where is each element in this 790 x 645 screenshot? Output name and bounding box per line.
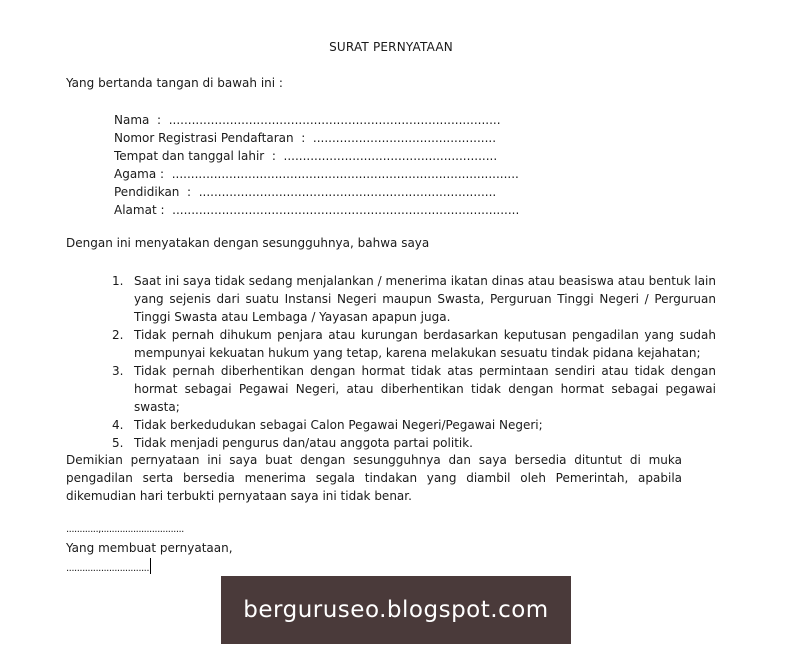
field-label: Pendidikan — [114, 185, 180, 199]
field-label: Nomor Registrasi Pendaftaran — [114, 131, 294, 145]
field-separator: : — [156, 203, 173, 217]
place-date-blank: ............,............................... — [66, 524, 184, 535]
list-item-text: Tidak pernah dihukum penjara atau kurungan berdasarkan keputusan pengadilan yang sudah mempunyai kekuatan hukum yang tetap, karena melakukan sesuatu tindak pidana kejahatan; — [134, 328, 716, 360]
list-item-number: 2. — [112, 328, 124, 342]
text-cursor — [150, 558, 151, 574]
intro-text: Yang bertanda tangan di bawah ini : — [66, 76, 283, 90]
identity-fields — [114, 111, 519, 219]
field-agama — [114, 165, 519, 183]
list-item — [112, 416, 716, 434]
signature-blank: ............................... — [66, 563, 150, 574]
list-item-number: 4. — [112, 418, 124, 432]
field-alamat — [114, 201, 519, 219]
list-item-number: 5. — [112, 436, 124, 450]
field-separator: : — [264, 149, 284, 163]
field-blank: ........................................................................................... — [171, 167, 519, 181]
field-tempat-tanggal-lahir — [114, 147, 519, 165]
field-label: Agama — [114, 167, 157, 181]
list-item — [112, 272, 716, 326]
signature-line[interactable] — [66, 558, 151, 574]
field-label: Tempat dan tanggal lahir — [114, 149, 265, 163]
field-blank: ........................................................ — [283, 149, 498, 163]
field-nomor-registrasi — [114, 129, 519, 147]
list-item — [112, 326, 716, 362]
field-blank: ................................................ — [312, 131, 497, 145]
field-label: Nama — [114, 113, 150, 127]
field-separator: : — [149, 113, 169, 127]
list-item-number: 3. — [112, 364, 124, 378]
field-label: Alamat — [114, 203, 157, 217]
list-item-text: Saat ini saya tidak sedang menjalankan / menerima ikatan dinas atau beasiswa atau bentuk lain yang sejenis dari suatu Instansi Negeri maupun Swasta, Perguruan Tinggi Negeri / Perguruan Tinggi Swasta atau Lembaga / Yayasan apapun juga. — [134, 274, 716, 324]
document-title: SURAT PERNYATAAN — [329, 40, 453, 54]
field-nama — [114, 111, 519, 129]
list-item-text: Tidak berkedudukan sebagai Calon Pegawai Negeri/Pegawai Negeri; — [134, 418, 543, 432]
field-separator: : — [293, 131, 313, 145]
field-blank: .............................................................................. — [198, 185, 497, 199]
signer-label: Yang membuat pernyataan, — [66, 541, 233, 555]
field-pendidikan — [114, 183, 519, 201]
field-separator: : — [156, 167, 172, 181]
list-item-text: Tidak menjadi pengurus dan/atau anggota partai politik. — [134, 436, 473, 450]
field-separator: : — [179, 185, 199, 199]
field-blank: ....................................................................................... — [168, 113, 501, 127]
list-item — [112, 434, 716, 452]
statement-text: Dengan ini menyatakan dengan sesungguhnya, bahwa saya — [66, 236, 430, 250]
closing-paragraph: Demikian pernyataan ini saya buat dengan sesungguhnya dan saya bersedia dituntut di muka pengadilan serta bersedia menerima segala tindakan yang diambil oleh Pemerintah, apabila dikemudian hari terbukti pernyataan saya ini tidak benar. — [66, 453, 682, 503]
list-item — [112, 362, 716, 416]
list-item-text: Tidak pernah diberhentikan dengan hormat tidak atas permintaan sendiri atau tidak dengan hormat sebagai Pegawai Negeri, atau diberhentikan tidak dengan hormat sebagai pegawai swasta; — [134, 364, 716, 414]
watermark-banner — [221, 576, 571, 644]
declaration-list — [112, 272, 716, 452]
list-item-number: 1. — [112, 274, 124, 288]
watermark-text: berguruseo.blogspot.com — [243, 597, 549, 623]
field-blank: ........................................................................................... — [172, 203, 520, 217]
